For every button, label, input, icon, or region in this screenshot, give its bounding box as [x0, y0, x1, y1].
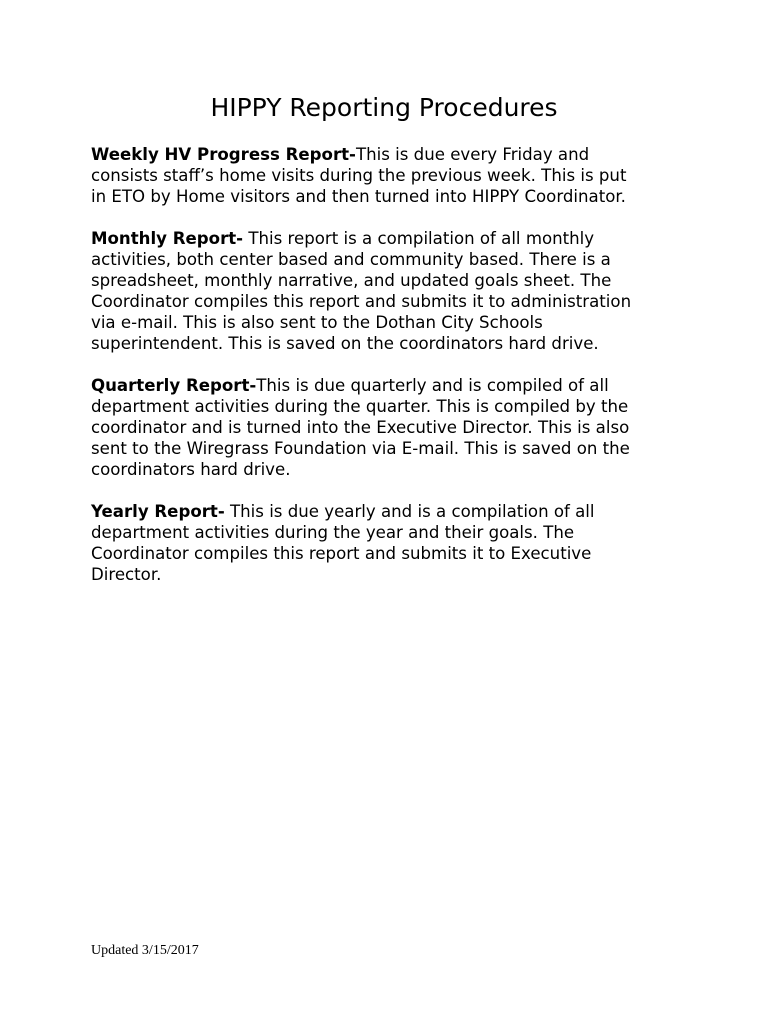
updated-date: Updated 3/15/2017: [91, 943, 199, 958]
section-text: department activities during the year and their goals. The: [91, 523, 575, 542]
section-line: [91, 228, 691, 249]
section-text: via e-mail. This is also sent to the Dothan City Schools: [91, 313, 543, 332]
section-line: [91, 501, 691, 522]
section-text: This is due every Friday and: [355, 145, 590, 164]
section-text: Coordinator compiles this report and submits it to administration: [91, 292, 632, 311]
section-text: coordinator and is turned into the Executive Director. This is also: [91, 418, 630, 437]
section-text: in ETO by Home visitors and then turned into HIPPY Coordinator.: [91, 187, 626, 206]
section-text: coordinators hard drive.: [91, 460, 291, 479]
section-text: This report is a compilation of all monthly: [243, 229, 595, 248]
section-text: sent to the Wiregrass Foundation via E-mail. This is saved on the: [91, 439, 630, 458]
section-monthly-report: [91, 228, 691, 354]
section-text: This is due quarterly and is compiled of all: [256, 376, 609, 395]
section-text: superintendent. This is saved on the coordinators hard drive.: [91, 334, 599, 353]
section-weekly-report: [91, 144, 691, 207]
section-text: consists staff’s home visits during the previous week. This is put: [91, 166, 627, 185]
section-yearly-report: [91, 501, 691, 585]
document-title: HIPPY Reporting Procedures: [210, 93, 558, 122]
section-text: Director.: [91, 565, 162, 584]
section-heading: Yearly Report-: [91, 502, 225, 521]
section-heading: Quarterly Report-: [91, 376, 257, 395]
section-quarterly-report: [91, 375, 691, 480]
section-text: Coordinator compiles this report and submits it to Executive: [91, 544, 592, 563]
section-line: [91, 144, 691, 165]
section-line: [91, 375, 691, 396]
section-heading: Monthly Report-: [91, 229, 244, 248]
section-text: activities, both center based and community based. There is a: [91, 250, 611, 269]
section-text: spreadsheet, monthly narrative, and updated goals sheet. The: [91, 271, 612, 290]
section-text: department activities during the quarter. This is compiled by the: [91, 397, 629, 416]
section-heading: Weekly HV Progress Report-: [91, 145, 356, 164]
section-text: This is due yearly and is a compilation of all: [224, 502, 595, 521]
